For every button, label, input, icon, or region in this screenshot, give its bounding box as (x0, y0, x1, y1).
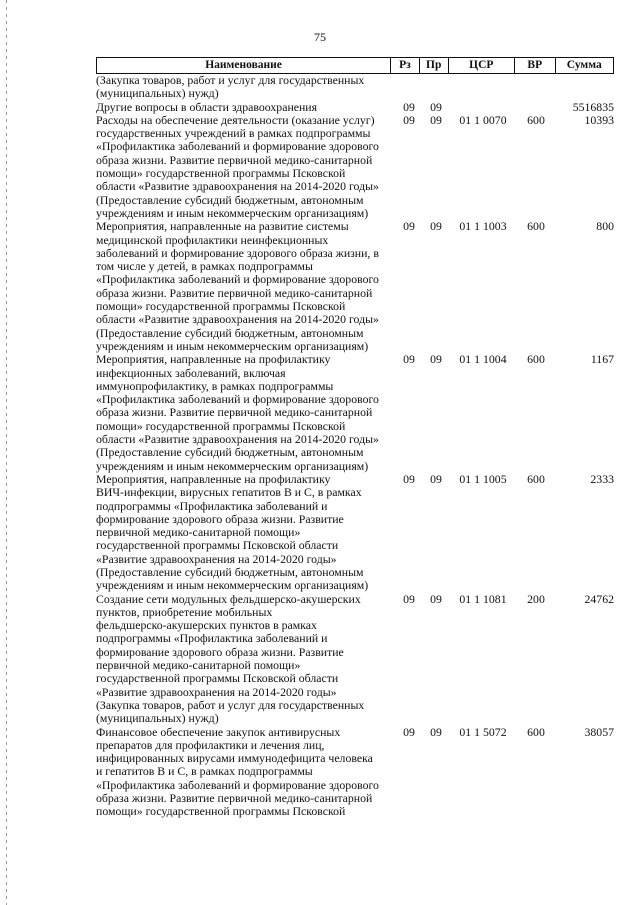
row-vr-cell: 600 (527, 724, 545, 739)
table-row (96, 101, 614, 114)
row-sum-cell: 2333 (590, 471, 614, 486)
table-row (96, 353, 614, 473)
row-sum-cell: 24762 (584, 591, 614, 606)
row-name-line: учреждениям и иным некоммерческим организациям) (96, 458, 369, 473)
row-name-line: государственной программы Псковской области (96, 671, 339, 686)
row-name-line: области «Развитие здравоохранения на 2014-2020 годы» (96, 432, 379, 447)
row-sum-cell: 1167 (590, 352, 614, 367)
table-row (96, 114, 614, 220)
row-name-line: Создание сети модульных фельдшерско-акушерских (96, 591, 361, 606)
row-csr-cell: 01 1 1005 (459, 471, 507, 486)
row-name-line: помощи» государственной программы Псковской (96, 418, 346, 433)
row-rz-cell: 09 (403, 219, 415, 234)
row-name-line: и гепатитов В и С, в рамках подпрограммы (96, 764, 313, 779)
row-name-line: образа жизни. Развитие первичной медико-санитарной (96, 285, 373, 300)
row-pr-cell: 09 (430, 99, 442, 114)
row-vr-cell: 200 (527, 591, 545, 606)
row-name-cell (96, 101, 396, 114)
row-name-line: учреждениям и иным некоммерческим организациям) (96, 338, 369, 353)
row-name-line: (муниципальных) нужд) (96, 711, 219, 726)
row-name-line: Мероприятия, направленные на профилактику (96, 471, 331, 486)
row-sum-cell: 38057 (584, 724, 614, 739)
row-name-line: области «Развитие здравоохранения на 2014-2020 годы» (96, 312, 379, 327)
table-row (96, 473, 614, 593)
row-rz-cell: 09 (403, 591, 415, 606)
row-name-line: государственных учреждений в рамках подпрограммы (96, 126, 371, 141)
row-name-line: (Закупка товаров, работ и услуг для государственных (96, 73, 365, 87)
row-name-line: инфекционных заболеваний, включая (96, 365, 286, 380)
row-name-line: «Профилактика заболеваний и формирование здорового (96, 272, 379, 287)
row-pr-cell: 09 (430, 219, 442, 234)
row-vr-cell: 600 (527, 471, 545, 486)
row-rz-cell: 09 (403, 112, 415, 127)
row-name-line: формирование здорового образа жизни. Развитие (96, 511, 344, 526)
header-pr: Пр (419, 58, 448, 73)
row-csr-cell (450, 101, 516, 114)
row-name-line: (Предоставление субсидий бюджетным, автономным (96, 192, 364, 207)
row-name-line: первичной медико-санитарной помощи» (96, 525, 301, 540)
row-name-line: образа жизни. Развитие первичной медико-санитарной (96, 791, 373, 806)
table-row (96, 593, 614, 726)
row-name-cell (96, 473, 396, 593)
row-csr-cell: 01 1 1081 (459, 591, 507, 606)
row-name-line: области «Развитие здравоохранения на 2014-2020 годы» (96, 179, 379, 194)
row-name-line: препаратов для профилактики и лечения лиц, (96, 737, 325, 752)
row-name-line: «Профилактика заболеваний и формирование здорового (96, 392, 379, 407)
row-name-line: (Предоставление субсидий бюджетным, автономным (96, 564, 364, 579)
row-vr-cell: 600 (527, 352, 545, 367)
table-body (96, 74, 614, 819)
row-name-line: Расходы на обеспечение деятельности (оказание услуг) (96, 112, 375, 127)
header-sum: Сумма (555, 58, 613, 73)
row-name-line: медицинской профилактики неинфекционных (96, 232, 329, 247)
table-header (96, 57, 614, 74)
row-name-line: инфицированных вирусами иммунодефицита человека (96, 751, 373, 766)
row-vr-cell (516, 74, 556, 101)
row-name-line: ВИЧ-инфекции, вирусных гепатитов В и С, в рамках (96, 485, 362, 500)
row-name-line: «Развитие здравоохранения на 2014-2020 годы» (96, 684, 337, 699)
row-name-line: (Закупка товаров, работ и услуг для государственных (96, 697, 365, 712)
table-row (96, 74, 614, 101)
row-pr-cell: 09 (430, 724, 442, 739)
row-name-line: образа жизни. Развитие первичной медико-санитарной (96, 405, 373, 420)
row-vr-cell: 600 (527, 219, 545, 234)
row-name-line: помощи» государственной программы Псковской (96, 299, 346, 314)
row-rz-cell (396, 74, 422, 101)
row-csr-cell: 01 1 0070 (459, 112, 507, 127)
row-name-line: помощи» государственной программы Псковской (96, 166, 346, 181)
scan-edge-marks (6, 0, 7, 905)
budget-table (96, 57, 614, 819)
row-name-cell (96, 74, 396, 101)
row-name-line: Другие вопросы в области здравоохранения (96, 99, 318, 114)
row-name-line: «Развитие здравоохранения на 2014-2020 годы» (96, 551, 337, 566)
row-name-line: подпрограммы «Профилактика заболеваний и (96, 498, 328, 513)
row-name-line: помощи» государственной программы Псковской (96, 804, 346, 819)
row-vr-cell (516, 101, 556, 114)
row-name-line: учреждениям и иным некоммерческим организациям) (96, 578, 369, 593)
table-row (96, 220, 614, 353)
page-number: 75 (314, 30, 326, 44)
row-vr-cell: 600 (527, 112, 545, 127)
row-csr-cell: 01 1 1003 (459, 219, 507, 234)
row-name-line: подпрограммы «Профилактика заболеваний и (96, 631, 328, 646)
header-csr: ЦСР (448, 58, 514, 73)
row-rz-cell: 09 (403, 352, 415, 367)
row-name-cell (96, 353, 396, 473)
row-csr-cell: 01 1 1004 (459, 352, 507, 367)
row-sum-cell: 5516835 (572, 99, 614, 114)
row-name-cell (96, 726, 396, 819)
row-name-line: иммунопрофилактику, в рамках подпрограммы (96, 378, 334, 393)
row-name-line: заболеваний и формирование здорового образа жизни, в (96, 245, 379, 260)
row-name-cell (96, 593, 396, 726)
row-name-line: (Предоставление субсидий бюджетным, автономным (96, 325, 364, 340)
row-name-line: Мероприятия, направленные на развитие системы (96, 219, 349, 234)
row-pr-cell (422, 74, 450, 101)
row-name-line: (муниципальных) нужд) (96, 86, 219, 101)
row-sum-cell (556, 74, 614, 101)
row-name-line: формирование здорового образа жизни. Развитие (96, 644, 344, 659)
row-name-line: фельдшерско-акушерских пунктов в рамках (96, 618, 317, 633)
row-name-line: Финансовое обеспечение закупок антивирусных (96, 724, 341, 739)
row-rz-cell: 09 (403, 99, 415, 114)
row-csr-cell: 01 1 5072 (459, 724, 507, 739)
row-name-line: «Профилактика заболеваний и формирование здорового (96, 777, 379, 792)
row-pr-cell: 09 (430, 112, 442, 127)
row-rz-cell: 09 (403, 724, 415, 739)
row-name-line: учреждениям и иным некоммерческим организациям) (96, 205, 369, 220)
row-csr-cell (450, 74, 516, 101)
header-name: Наименование (205, 59, 282, 71)
header-rz: Рз (390, 58, 419, 73)
row-name-line: пунктов, приобретение мобильных (96, 604, 273, 619)
row-sum-cell: 800 (596, 219, 614, 234)
row-pr-cell: 09 (430, 352, 442, 367)
row-name-line: (Предоставление субсидий бюджетным, автономным (96, 445, 364, 460)
row-name-line: первичной медико-санитарной помощи» (96, 658, 301, 673)
table-row (96, 726, 614, 819)
row-pr-cell: 09 (430, 591, 442, 606)
row-name-line: Мероприятия, направленные на профилактику (96, 352, 331, 367)
row-name-line: образа жизни. Развитие первичной медико-санитарной (96, 152, 373, 167)
row-rz-cell: 09 (403, 471, 415, 486)
row-name-cell (96, 114, 396, 220)
row-name-cell (96, 220, 396, 353)
header-vr: ВР (514, 58, 555, 73)
row-sum-cell: 10393 (584, 112, 614, 127)
row-pr-cell: 09 (430, 471, 442, 486)
row-name-line: государственной программы Псковской области (96, 538, 339, 553)
row-name-line: «Профилактика заболеваний и формирование здорового (96, 139, 379, 154)
row-name-line: том числе у детей, в рамках подпрограммы (96, 259, 313, 274)
